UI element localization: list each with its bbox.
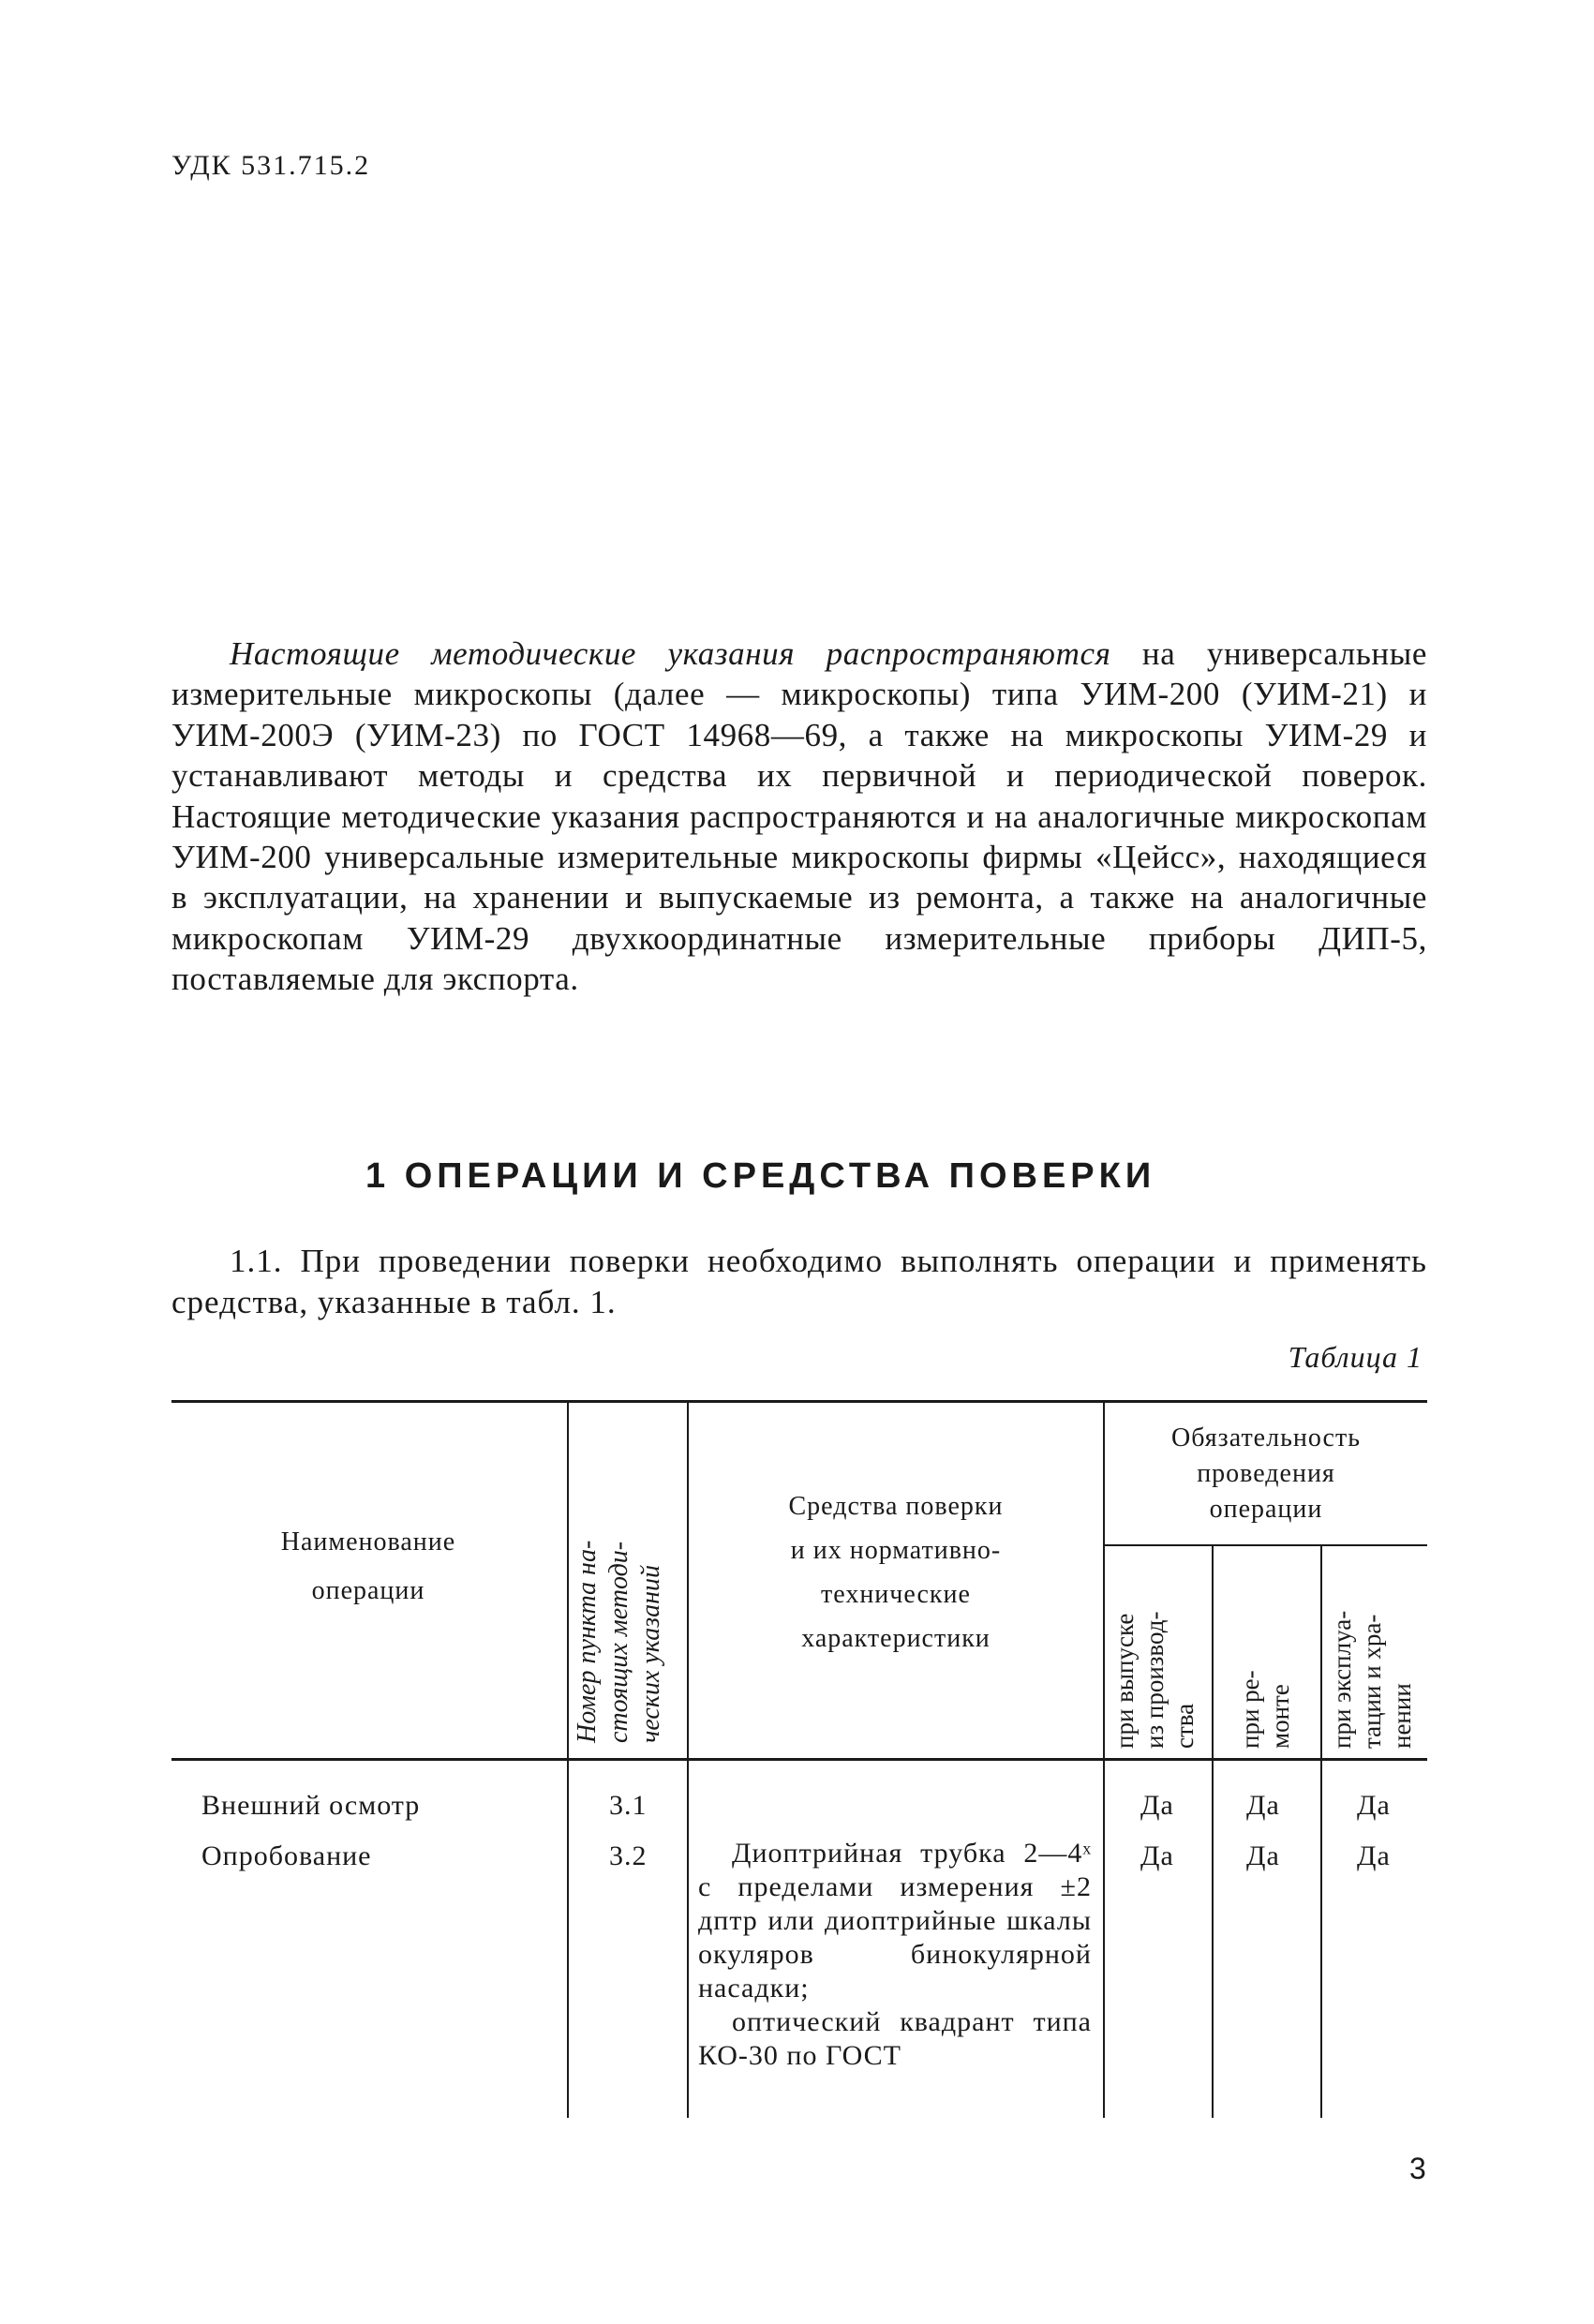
- row-2-name: Опробование: [201, 1840, 372, 1871]
- intro-text: на универсальные измерительные микроскопы (далее — микроскопы) типа УИМ-200 (УИМ-21) и УИМ-200Э (УИМ-23) по ГОСТ 14968—69, а также на микроскопы УИМ-29 и устанавливают методы и средства их первичной и периодической поверок. Настоящие методические указания распространяются и на аналогичные микроскопам УИМ-200 универсальные измерительные микроскопы фирмы «Цейсс», находящиеся в эксплуатации, на хранении и выпускаемые из ремонта, а также на аналогичные микроскопам УИМ-29 двухкоординатные измерительные приборы ДИП-5, поставляемые для экспорта.: [171, 635, 1428, 998]
- header-means-line-1: Средства поверки: [788, 1492, 1004, 1521]
- table-caption: Таблица 1: [1288, 1340, 1423, 1374]
- header-means-line-2: и их нормативно-: [790, 1536, 1002, 1565]
- page-number: 3: [1409, 2152, 1426, 2185]
- row-2-operation: Да: [1357, 1840, 1391, 1871]
- header-at-release-line-3: ства: [1170, 1703, 1199, 1749]
- row-2-release: Да: [1140, 1840, 1174, 1871]
- header-item-number-line-2: стоящих методи-: [604, 1541, 633, 1743]
- header-at-repair-line-2: монте: [1266, 1684, 1294, 1749]
- header-operation-name-line-1: Наименование: [280, 1527, 456, 1557]
- header-at-release-line-1: при выпуске: [1110, 1613, 1139, 1749]
- row-2-means-p2: оптический квадрант типа КО-30 по ГОСТ: [698, 2006, 1092, 2071]
- row-1-release: Да: [1140, 1790, 1174, 1821]
- header-in-operation-line-1: при эксплуа-: [1328, 1610, 1356, 1749]
- header-item-number-line-1: Номер пункта на-: [573, 1540, 602, 1743]
- row-1-repair: Да: [1246, 1790, 1280, 1821]
- header-mandatory-line-3: операции: [1209, 1495, 1323, 1524]
- udk-code: УДК 531.715.2: [171, 150, 371, 181]
- table-subheader-rule: [1103, 1544, 1427, 1546]
- row-2-means-p1: Диоптрийная трубка 2—4ˣ с пределами измерения ±2 дптр или диоптрийные шкалы окуляров бинокулярной насадки;: [698, 1838, 1092, 2004]
- header-means-line-3: технические: [821, 1580, 971, 1609]
- row-1-name: Внешний осмотр: [201, 1790, 421, 1821]
- header-at-release-line-2: из производ-: [1140, 1611, 1169, 1749]
- header-operation-name: [171, 1518, 565, 1616]
- row-2-item: 3.2: [609, 1840, 648, 1871]
- header-at-repair-line-1: при ре-: [1236, 1670, 1264, 1749]
- row-2-repair: Да: [1246, 1840, 1280, 1871]
- intro-italic-lead: Настоящие методические указания распространяются: [230, 635, 1111, 672]
- row-1-item: 3.1: [609, 1790, 648, 1821]
- table-column-divider-1: [567, 1400, 569, 2118]
- table-column-divider-4: [1212, 1544, 1214, 2118]
- row-2-means: [698, 1837, 1092, 2073]
- paragraph-1-1-text: 1.1. При проведении поверки необходимо выполнять операции и применять средства, указанные в табл. 1.: [171, 1243, 1427, 1320]
- table-column-divider-5: [1320, 1544, 1322, 2118]
- header-at-repair: [1235, 1670, 1295, 1749]
- header-mandatory-line-2: проведения: [1197, 1459, 1335, 1488]
- header-in-operation-line-3: нении: [1388, 1683, 1416, 1749]
- header-in-operation-line-2: тации и хра-: [1358, 1614, 1386, 1749]
- paragraph-1-1: [171, 1241, 1427, 1323]
- header-means: [689, 1484, 1103, 1661]
- header-item-number: [572, 1541, 667, 1743]
- section-heading: 1 ОПЕРАЦИИ И СРЕДСТВА ПОВЕРКИ: [365, 1156, 1156, 1196]
- header-operation-name-line-2: операции: [311, 1576, 425, 1605]
- header-means-line-4: характеристики: [801, 1624, 991, 1653]
- header-mandatory: [1105, 1421, 1427, 1527]
- table-header-bottom-rule: [171, 1758, 1427, 1761]
- header-item-number-line-3: ческих указаний: [636, 1564, 665, 1743]
- row-1-operation: Да: [1357, 1790, 1391, 1821]
- intro-paragraph: [171, 633, 1427, 1000]
- header-in-operation: [1327, 1611, 1417, 1749]
- table-top-rule: [171, 1400, 1427, 1403]
- header-mandatory-line-1: Обязательность: [1171, 1423, 1361, 1452]
- header-at-release: [1110, 1612, 1199, 1749]
